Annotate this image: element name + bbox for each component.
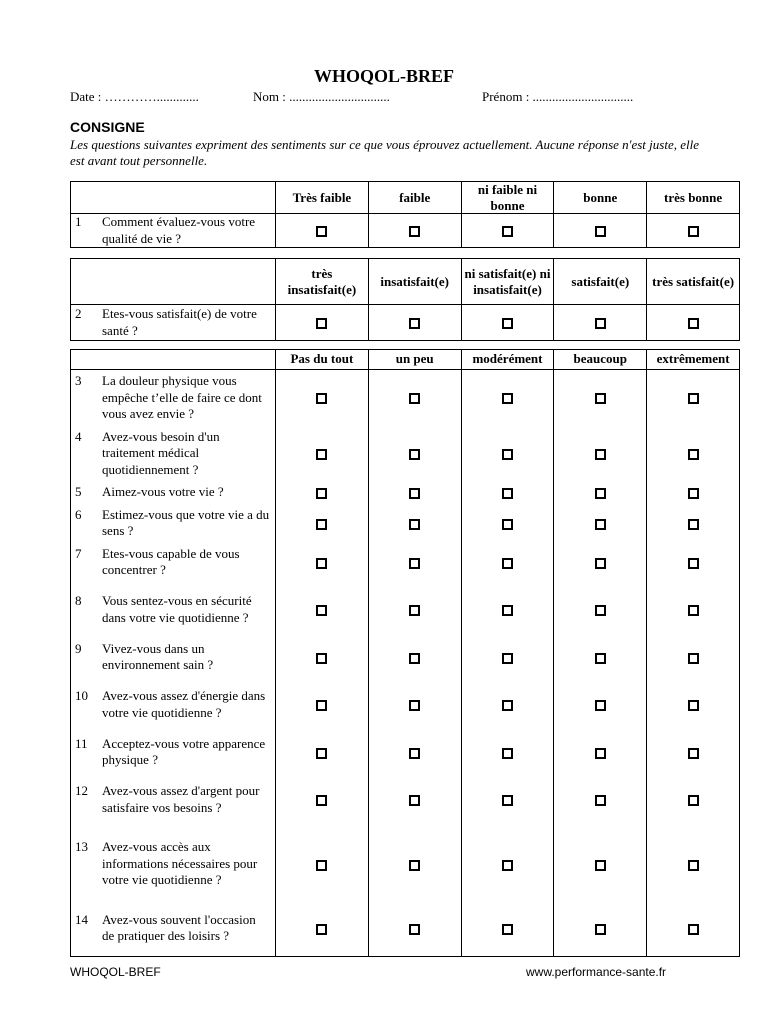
- header-empty-cell: [71, 259, 276, 305]
- answer-checkbox[interactable]: [316, 558, 327, 569]
- answer-checkbox[interactable]: [502, 653, 513, 664]
- question-cell: [71, 828, 276, 901]
- column-header: un peu: [368, 350, 461, 370]
- column-header: satisfait(e): [554, 259, 647, 305]
- page-title: WHOQOL-BREF: [313, 66, 454, 86]
- answer-checkbox[interactable]: [688, 393, 699, 404]
- question-row: [71, 638, 740, 677]
- question-row: [71, 305, 740, 341]
- answer-checkbox[interactable]: [409, 700, 420, 711]
- answer-checkbox[interactable]: [595, 700, 606, 711]
- answer-checkbox[interactable]: [502, 700, 513, 711]
- answer-checkbox[interactable]: [688, 226, 699, 237]
- column-header: ni satisfait(e) ni insatisfait(e): [461, 259, 554, 305]
- footer-title: WHOQOL-BREF: [70, 965, 161, 979]
- question-text: Avez-vous accès aux informations nécessaires pour votre vie quotidienne ?: [102, 839, 258, 888]
- answer-checkbox[interactable]: [409, 924, 420, 935]
- question-row: [71, 772, 740, 828]
- question-number: 4: [75, 428, 82, 444]
- answer-checkbox[interactable]: [688, 318, 699, 329]
- answer-checkbox[interactable]: [502, 605, 513, 616]
- answer-checkbox[interactable]: [688, 558, 699, 569]
- question-number: 11: [75, 735, 88, 751]
- question-cell: [71, 504, 276, 543]
- answer-checkbox[interactable]: [688, 653, 699, 664]
- header-empty-cell: [71, 350, 276, 370]
- question-cell: [71, 772, 276, 828]
- question-number: 14: [75, 911, 88, 927]
- answer-checkbox[interactable]: [316, 519, 327, 530]
- question-row: [71, 901, 740, 957]
- answer-checkbox[interactable]: [595, 605, 606, 616]
- question-cell: [71, 582, 276, 638]
- question-number: 7: [75, 545, 82, 561]
- answer-checkbox[interactable]: [409, 393, 420, 404]
- question-cell: [71, 305, 276, 341]
- question-cell: [71, 214, 276, 248]
- question-row: [71, 677, 740, 733]
- question-text: Acceptez-vous votre apparence physique ?: [102, 735, 266, 767]
- question-row: [71, 370, 740, 426]
- column-header: ni faible ni bonne: [461, 182, 554, 214]
- answer-checkbox[interactable]: [688, 860, 699, 871]
- answer-checkbox[interactable]: [316, 393, 327, 404]
- question-number: 10: [75, 688, 88, 703]
- question-row: [71, 504, 740, 543]
- question-row: [71, 482, 740, 504]
- answer-checkbox[interactable]: [409, 449, 420, 460]
- answer-checkbox[interactable]: [316, 795, 327, 806]
- answer-checkbox[interactable]: [502, 795, 513, 806]
- column-header: modérément: [461, 350, 554, 370]
- answer-checkbox[interactable]: [409, 558, 420, 569]
- question-number: 9: [75, 640, 82, 656]
- answer-checkbox[interactable]: [688, 519, 699, 530]
- question-text: Vivez-vous dans un environnement sain ?: [102, 640, 214, 672]
- answer-checkbox[interactable]: [595, 924, 606, 935]
- answer-checkbox[interactable]: [688, 605, 699, 616]
- question-text: Comment évaluez-vous votre qualité de vie ?: [102, 214, 256, 246]
- answer-checkbox[interactable]: [409, 318, 420, 329]
- section-3-table: [70, 349, 740, 957]
- nom-field[interactable]: Nom : ...............................: [253, 89, 390, 104]
- answer-checkbox[interactable]: [409, 653, 420, 664]
- answer-checkbox[interactable]: [595, 393, 606, 404]
- question-text: Etes-vous satisfait(e) de votre santé ?: [102, 306, 257, 338]
- column-header: faible: [368, 182, 461, 214]
- question-cell: [71, 638, 276, 677]
- question-number: 2: [75, 306, 82, 321]
- column-header: très bonne: [647, 182, 740, 214]
- question-text: Avez-vous besoin d'un traitement médical quotidiennement ?: [102, 428, 220, 477]
- answer-checkbox[interactable]: [688, 748, 699, 759]
- answer-checkbox[interactable]: [409, 748, 420, 759]
- question-cell: [71, 677, 276, 733]
- column-header: Pas du tout: [276, 350, 369, 370]
- column-header: bonne: [554, 182, 647, 214]
- column-header: beaucoup: [554, 350, 647, 370]
- answer-checkbox[interactable]: [595, 653, 606, 664]
- question-text: Estimez-vous que votre vie a du sens ?: [102, 506, 270, 538]
- section-1-table: [70, 181, 740, 248]
- answer-checkbox[interactable]: [595, 795, 606, 806]
- question-text: Avez-vous assez d'énergie dans votre vie quotidienne ?: [102, 688, 266, 720]
- question-row: [71, 733, 740, 772]
- column-header: extrêmement: [647, 350, 740, 370]
- answer-checkbox[interactable]: [409, 795, 420, 806]
- answer-checkbox[interactable]: [688, 795, 699, 806]
- question-row: [71, 828, 740, 901]
- answer-checkbox[interactable]: [688, 449, 699, 460]
- question-number: 12: [75, 783, 88, 798]
- answer-checkbox[interactable]: [502, 558, 513, 569]
- question-cell: [71, 482, 276, 504]
- question-number: 8: [75, 593, 82, 608]
- answer-checkbox[interactable]: [316, 449, 327, 460]
- answer-checkbox[interactable]: [502, 226, 513, 237]
- consigne-heading: CONSIGNE: [70, 119, 145, 135]
- answer-checkbox[interactable]: [502, 318, 513, 329]
- answer-checkbox[interactable]: [595, 318, 606, 329]
- question-number: 6: [75, 506, 82, 522]
- question-text: Vous sentez-vous en sécurité dans votre vie quotidienne ?: [102, 593, 252, 625]
- answer-checkbox[interactable]: [688, 700, 699, 711]
- answer-checkbox[interactable]: [409, 860, 420, 871]
- answer-checkbox[interactable]: [502, 488, 513, 499]
- question-text: Etes-vous capable de vous concentrer ?: [102, 545, 240, 577]
- answer-checkbox[interactable]: [316, 860, 327, 871]
- answer-checkbox[interactable]: [502, 924, 513, 935]
- answer-checkbox[interactable]: [502, 393, 513, 404]
- question-cell: [71, 733, 276, 772]
- question-cell: [71, 370, 276, 426]
- answer-checkbox[interactable]: [502, 449, 513, 460]
- answer-checkbox[interactable]: [502, 860, 513, 871]
- question-number: 3: [75, 373, 82, 388]
- answer-checkbox[interactable]: [688, 924, 699, 935]
- answer-checkbox[interactable]: [595, 558, 606, 569]
- question-text: Avez-vous souvent l'occasion de pratiquer des loisirs ?: [102, 911, 256, 944]
- answer-checkbox[interactable]: [316, 226, 327, 237]
- prenom-field[interactable]: Prénom : ...............................: [482, 89, 634, 104]
- answer-checkbox[interactable]: [316, 318, 327, 329]
- column-header: insatisfait(e): [368, 259, 461, 305]
- answer-checkbox[interactable]: [316, 488, 327, 499]
- question-row: [71, 543, 740, 582]
- answer-checkbox[interactable]: [595, 226, 606, 237]
- header-empty-cell: [71, 182, 276, 214]
- answer-checkbox[interactable]: [316, 924, 327, 935]
- question-cell: [71, 426, 276, 482]
- answer-checkbox[interactable]: [595, 860, 606, 871]
- answer-checkbox[interactable]: [595, 488, 606, 499]
- answer-checkbox[interactable]: [316, 700, 327, 711]
- answer-checkbox[interactable]: [409, 488, 420, 499]
- answer-checkbox[interactable]: [502, 748, 513, 759]
- answer-checkbox[interactable]: [409, 226, 420, 237]
- column-header: Très faible: [276, 182, 369, 214]
- answer-checkbox[interactable]: [316, 653, 327, 664]
- question-number: 13: [75, 839, 88, 855]
- question-row: [71, 426, 740, 482]
- answer-checkbox[interactable]: [409, 519, 420, 530]
- question-number: 1: [75, 214, 82, 229]
- question-row: [71, 214, 740, 248]
- footer-url[interactable]: www.performance-sante.fr: [526, 965, 667, 979]
- question-cell: [71, 901, 276, 957]
- answer-checkbox[interactable]: [595, 449, 606, 460]
- question-cell: [71, 543, 276, 582]
- answer-checkbox[interactable]: [316, 605, 327, 616]
- question-text: La douleur physique vous empêche t’elle de faire ce dont vous avez envie ?: [102, 373, 262, 421]
- answer-checkbox[interactable]: [409, 605, 420, 616]
- answer-checkbox[interactable]: [595, 748, 606, 759]
- answer-checkbox[interactable]: [316, 748, 327, 759]
- question-number: 5: [75, 484, 82, 500]
- column-header: très satisfait(e): [647, 259, 740, 305]
- column-header: très insatisfait(e): [276, 259, 369, 305]
- answer-checkbox[interactable]: [502, 519, 513, 530]
- section-2-table: [70, 258, 740, 341]
- consigne-text: Les questions suivantes expriment des sentiments sur ce que vous éprouvez actuellement. Aucune réponse n'est juste, elle est avant tout personnelle.: [70, 137, 699, 168]
- answer-checkbox[interactable]: [595, 519, 606, 530]
- question-text: Aimez-vous votre vie ?: [102, 484, 224, 500]
- question-text: Avez-vous assez d'argent pour satisfaire vos besoins ?: [102, 783, 260, 815]
- question-row: [71, 582, 740, 638]
- date-field[interactable]: Date : ………….............: [70, 89, 199, 104]
- answer-checkbox[interactable]: [688, 488, 699, 499]
